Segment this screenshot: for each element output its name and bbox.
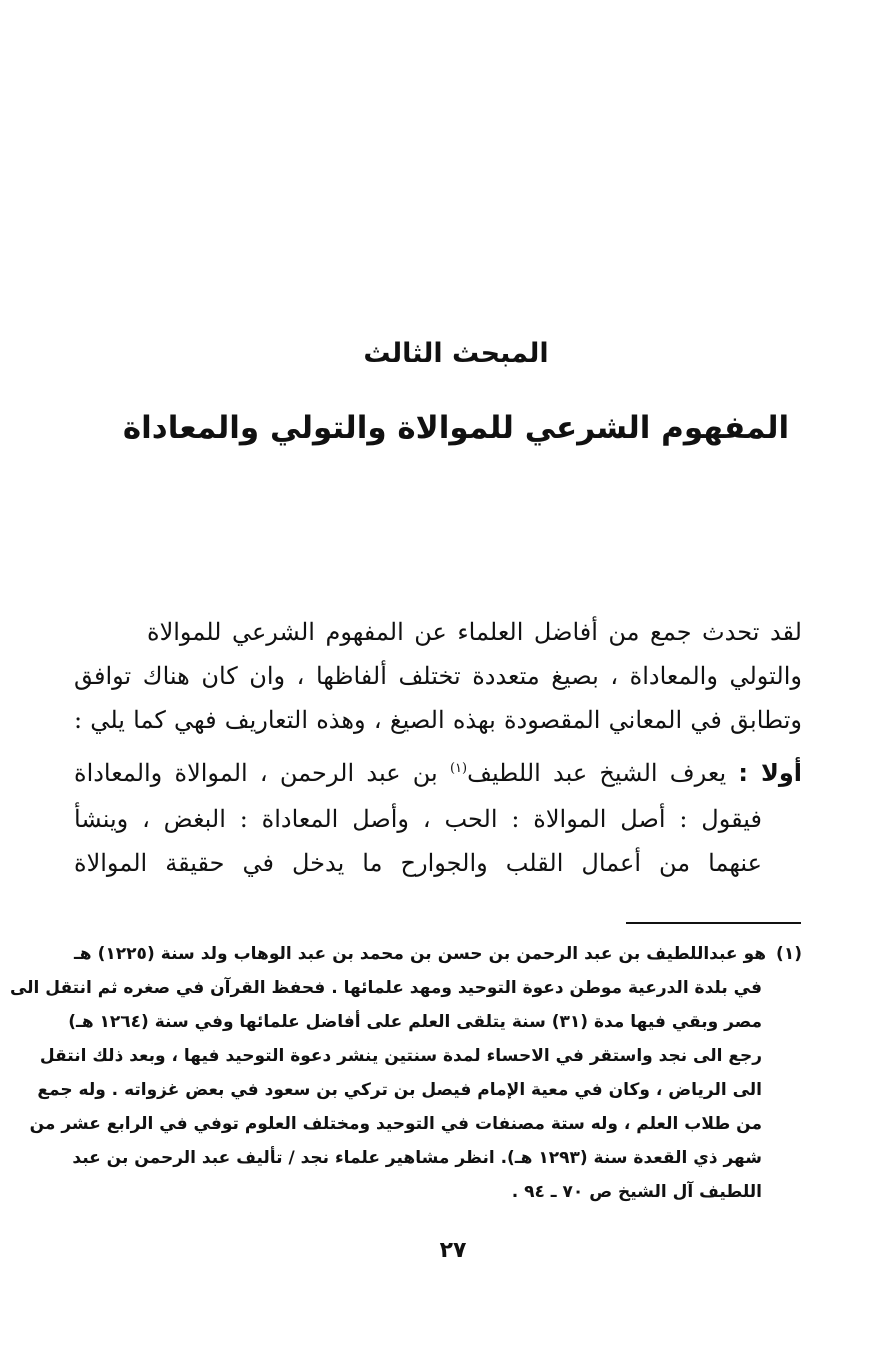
footnote-line-4: رجع الى نجد واستقر في الاحساء لمدة سنتين ينشر دعوة التوحيد فيها ، وبعد ذلك انتقل bbox=[39, 1046, 762, 1066]
footnote-marker: (١) bbox=[776, 944, 802, 964]
footnote-reference[interactable]: (١) bbox=[449, 761, 468, 776]
body-line-2: والتولي والمعاداة ، بصيغ متعددة تختلف ألفاظها ، وان كان هناك توافق bbox=[74, 662, 802, 690]
section-label: المبحث الثالث bbox=[363, 338, 549, 369]
body-line-1: لقد تحدث جمع من أفاضل العلماء عن المفهوم الشرعي للموالاة bbox=[147, 618, 802, 646]
page-number: ٢٧ bbox=[439, 1238, 467, 1263]
footnote-line-2: في بلدة الدرعية موطن دعوة التوحيد ومهد علمائها . فحفظ القرآن في صغره ثم انتقل الى bbox=[9, 978, 762, 998]
footnote-line-3: مصر وبقي فيها مدة (٣١) سنة يتلقى العلم على أفاضل علمائها وفي سنة (١٢٦٤ هـ) bbox=[68, 1012, 762, 1032]
footnote-line-6: من طلاب العلم ، وله ستة مصنفات في التوحيد ومختلف العلوم توفي في الرابع عشر من bbox=[29, 1114, 762, 1134]
point-line-2: فيقول : أصل الموالاة : الحب ، وأصل المعاداة : البغض ، وينشأ bbox=[74, 805, 762, 833]
footnote-line-5: الى الرياض ، وكان في معية الإمام فيصل بن تركي بن سعود في بعض غزواته . وله جمع bbox=[37, 1080, 762, 1100]
first-point-text-continued: بن عبد الرحمن ، الموالاة والمعاداة bbox=[74, 759, 450, 787]
first-point-lead: أولا : bbox=[738, 759, 803, 787]
body-line-3: وتطابق في المعاني المقصودة بهذه الصيغ ، وهذه التعاريف فهي كما يلي : bbox=[74, 706, 802, 734]
first-point-line bbox=[74, 759, 802, 787]
footnote-divider bbox=[626, 922, 801, 924]
footnote-line-7: شهر ذي القعدة سنة (١٢٩٣ هـ). انظر مشاهير علماء نجد / تأليف عبد الرحمن بن عبد bbox=[72, 1148, 762, 1168]
section-title: المفهوم الشرعي للموالاة والتولي والمعاداة bbox=[122, 410, 790, 446]
footnote-line-8: اللطيف آل الشيخ ص ٧٠ ـ ٩٤ . bbox=[511, 1182, 762, 1202]
footnote-line-1 bbox=[74, 944, 802, 964]
first-point-text: يعرف الشيخ عبد اللطيف bbox=[467, 759, 739, 787]
footnote-first-line-text: هو عبداللطيف بن عبد الرحمن بن حسن بن محمد بن عبد الوهاب ولد سنة (١٢٢٥) هـ bbox=[74, 944, 767, 964]
point-line-3: عنهما من أعمال القلب والجوارح ما يدخل في حقيقة الموالاة bbox=[74, 849, 762, 877]
